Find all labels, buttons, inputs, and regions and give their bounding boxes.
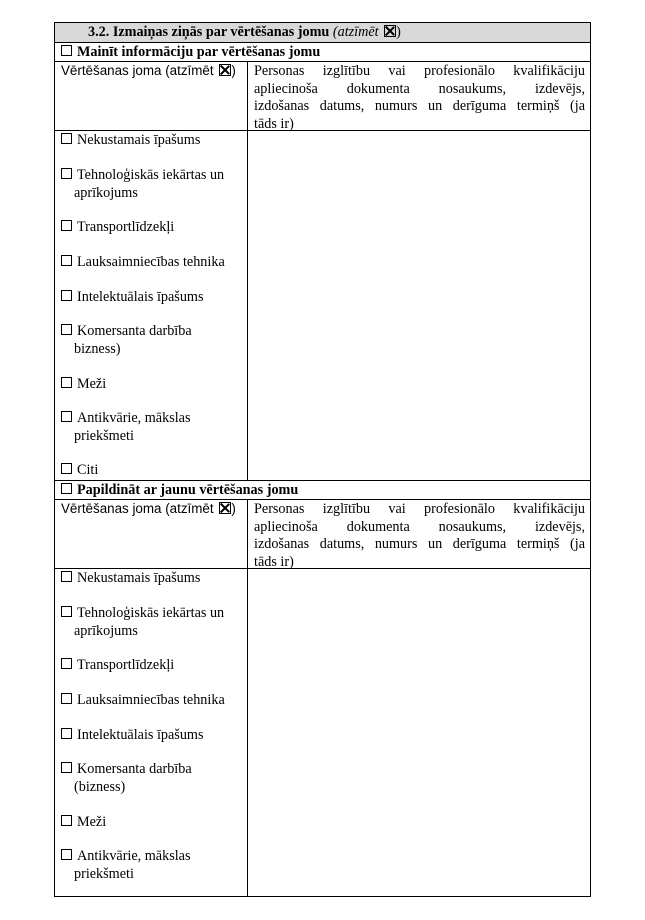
checkbox-add-field[interactable]: [61, 483, 72, 494]
right-header-line: tāds ir): [254, 115, 294, 132]
list-item: [61, 132, 246, 150]
item-label: Komersanta darbība: [77, 761, 192, 777]
item-label: Transportlīdzekļi: [77, 657, 175, 673]
item-label-line2: bizness): [74, 340, 121, 357]
item-label-line2: priekšmeti: [74, 427, 134, 444]
list-item: [61, 761, 246, 796]
checkbox[interactable]: [61, 571, 72, 582]
item-label: Transportlīdzekļi: [77, 219, 175, 235]
item-label-line2: aprīkojums: [74, 622, 138, 639]
checkbox[interactable]: [61, 255, 72, 266]
item-label: Tehnoloģiskās iekārtas un: [77, 167, 225, 183]
field-checklist: [55, 569, 248, 896]
document-details-field[interactable]: [249, 131, 590, 480]
field-checklist: [55, 131, 248, 480]
checked-box-icon: [219, 502, 231, 514]
list-item: [61, 692, 246, 710]
item-label: Antikvārie, mākslas: [77, 848, 191, 864]
list-item: [61, 254, 246, 272]
left-column-header: Vērtēšanas joma (atzīmēt: [61, 63, 214, 78]
left-column-header-close: ): [231, 63, 236, 78]
section-note: atzīmēt: [337, 24, 379, 40]
section-title-text: 3.2. Izmaiņas ziņās par vērtēšanas jomu: [88, 24, 330, 40]
document-details-field[interactable]: [249, 569, 590, 896]
list-item: [61, 289, 246, 307]
checkbox[interactable]: [61, 849, 72, 860]
note-close: ): [396, 24, 401, 40]
checkbox[interactable]: [61, 290, 72, 301]
left-column-header: Vērtēšanas joma (atzīmēt: [61, 501, 214, 516]
item-label: Lauksaimniecības tehnika: [77, 254, 225, 270]
item-label: Meži: [77, 376, 107, 392]
right-column-header: [254, 501, 585, 571]
right-column-header: [254, 63, 585, 133]
right-header-line: Personas izglītību vai profesionālo kvalifikāciju: [254, 63, 585, 79]
checkbox[interactable]: [61, 463, 72, 474]
checkbox[interactable]: [61, 133, 72, 144]
item-label: Nekustamais īpašums: [77, 132, 201, 148]
checkbox[interactable]: [61, 411, 72, 422]
item-label: Antikvārie, mākslas: [77, 410, 191, 426]
item-label-line2: aprīkojums: [74, 184, 138, 201]
right-header-line: apliecinoša dokumenta nosaukums, izdevējs,: [254, 518, 585, 535]
list-item: [61, 570, 246, 588]
list-item: [61, 727, 246, 745]
list-item: [61, 605, 246, 640]
list-item: [61, 167, 246, 202]
list-item: [61, 376, 246, 394]
right-header-line: Personas izglītību vai profesionālo kvalifikāciju: [254, 501, 585, 517]
item-label: Komersanta darbība: [77, 323, 192, 339]
left-column-header-close: ): [231, 501, 236, 516]
checkbox[interactable]: [61, 377, 72, 388]
item-label: Nekustamais īpašums: [77, 570, 201, 586]
block-change-list: [55, 131, 590, 481]
item-label: Citi: [77, 462, 99, 478]
item-label-line2: (bizness): [74, 778, 126, 795]
list-item: [61, 462, 246, 480]
item-label: Lauksaimniecības tehnika: [77, 692, 225, 708]
checked-box-icon: [384, 25, 396, 37]
right-header-line: apliecinoša dokumenta nosaukums, izdevējs,: [254, 80, 585, 97]
checkbox[interactable]: [61, 728, 72, 739]
section-title-row: [55, 23, 590, 43]
right-header-line: izdošanas datums, numurs un derīguma termiņš (ja: [254, 98, 585, 114]
right-header-line: izdošanas datums, numurs un derīguma termiņš (ja: [254, 536, 585, 552]
block-change-heading-row: [55, 43, 590, 62]
checkbox[interactable]: [61, 324, 72, 335]
list-item: [61, 657, 246, 675]
item-label-line2: priekšmeti: [74, 865, 134, 882]
block-add-column-header: [55, 500, 590, 569]
list-item: [61, 323, 246, 358]
checkbox[interactable]: [61, 168, 72, 179]
item-label: Intelektuālais īpašums: [77, 289, 204, 305]
block-change-column-header: [55, 62, 590, 131]
item-label: Meži: [77, 814, 107, 830]
list-item: [61, 814, 246, 832]
list-item: [61, 848, 246, 883]
checkbox[interactable]: [61, 220, 72, 231]
checkbox[interactable]: [61, 762, 72, 773]
item-label: Tehnoloģiskās iekārtas un: [77, 605, 225, 621]
block-add-list: [55, 569, 590, 896]
checkbox[interactable]: [61, 815, 72, 826]
checkbox[interactable]: [61, 658, 72, 669]
block-add-heading-row: [55, 481, 590, 500]
block-change-heading: Mainīt informāciju par vērtēšanas jomu: [77, 44, 321, 60]
section-title: [88, 24, 401, 41]
list-item: [61, 410, 246, 445]
item-label: Intelektuālais īpašums: [77, 727, 204, 743]
checkbox[interactable]: [61, 606, 72, 617]
note-open: (: [332, 24, 338, 40]
right-header-line: tāds ir): [254, 553, 294, 570]
valuation-field-form: [54, 22, 591, 897]
list-item: [61, 219, 246, 237]
block-add-heading: Papildināt ar jaunu vērtēšanas jomu: [77, 482, 299, 498]
checked-box-icon: [219, 64, 231, 76]
checkbox-change-info[interactable]: [61, 45, 72, 56]
checkbox[interactable]: [61, 693, 72, 704]
